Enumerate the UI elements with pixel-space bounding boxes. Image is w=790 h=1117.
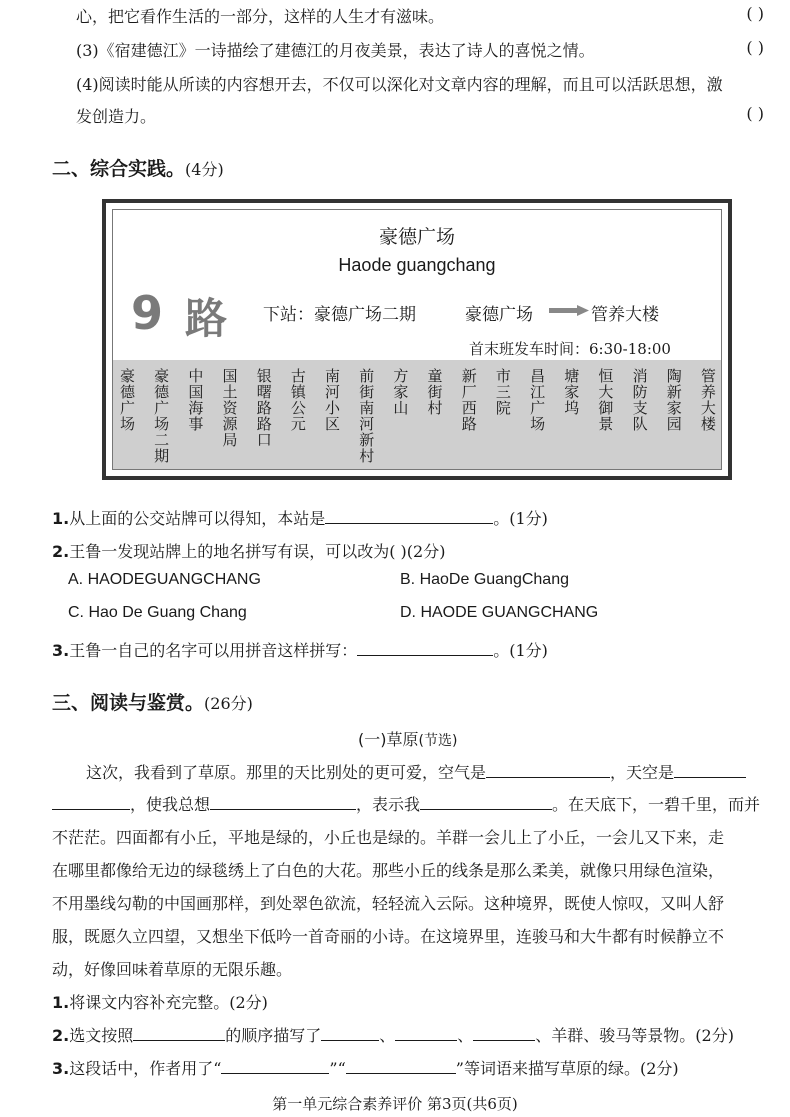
- judgment-line-1: 心，把它看作生活的一部分，这样的人生才有滋味。: [76, 7, 445, 26]
- answer-paren-3[interactable]: ( ): [746, 38, 764, 57]
- question-text: ”“: [329, 1059, 346, 1078]
- passage-text: 。在天底下，一碧千里，而并: [552, 795, 761, 814]
- sign-stop-11: 新厂西路: [459, 368, 478, 432]
- question-text: 将课文内容补充完整。(2分): [69, 993, 268, 1012]
- section-2-points: (4分): [185, 160, 224, 179]
- option-d[interactable]: D. HAODE GUANGCHANG: [400, 604, 599, 621]
- sign-stop-18: 管养大楼: [698, 368, 717, 432]
- passage-text: ，表示我: [356, 795, 421, 814]
- answer-blank[interactable]: [325, 507, 493, 524]
- answer-blank[interactable]: [473, 1024, 535, 1041]
- answer-blank[interactable]: [221, 1057, 329, 1074]
- question-number: 1.: [52, 509, 70, 528]
- passage-line-1: [86, 760, 746, 783]
- question-number: 1.: [52, 993, 70, 1012]
- sign-service-hours: 首末班发车时间：6:30-18:00: [469, 340, 671, 358]
- question-text: 王鲁一发现站牌上的地名拼写有误，可以改为( )(2分): [69, 542, 446, 561]
- question-text: ”等词语来描写草原的绿。(2分): [455, 1059, 679, 1078]
- passage-line-5: 不用墨线勾勒的中国画那样，到处翠色欲流，轻轻流入云际。这种境界，既使人惊叹，又叫人舒: [52, 894, 725, 913]
- passage-line-6: 服，既愿久立四望，又想坐下低吟一首奇丽的小诗。在这境界里，连骏马和大牛都有时候静立不: [52, 927, 725, 946]
- option-a[interactable]: A. HAODEGUANGCHANG: [68, 571, 261, 588]
- passage-title: (一)草原: [358, 730, 419, 749]
- question-points: 。(1分): [493, 641, 548, 660]
- section-2-question-3: [52, 638, 548, 661]
- sign-route-number: 9: [131, 286, 168, 340]
- sign-stop-12: 市三院: [493, 368, 512, 416]
- sign-stop-4: 国土资源局: [220, 368, 239, 448]
- sign-stop-1: 豪德广场: [118, 368, 136, 432]
- judgment-item-4-line-a: (4)阅读时能从所读的内容想开去，不仅可以深化对文章内容的理解，而且可以活跃思想，激: [76, 75, 723, 94]
- answer-blank[interactable]: [420, 793, 552, 810]
- question-text: 的顺序描写了: [225, 1026, 322, 1045]
- section-3-points: (26分): [204, 694, 253, 713]
- answer-blank[interactable]: [52, 793, 130, 810]
- section-3-question-2: [52, 1023, 734, 1046]
- sign-stop-16: 消防支队: [630, 368, 649, 432]
- passage-line-2: [52, 792, 760, 815]
- passage-note: (节选): [418, 733, 458, 749]
- sign-inner-frame: [112, 209, 722, 470]
- sign-next-stop: 下站：豪德广场二期: [263, 305, 416, 325]
- option-c[interactable]: C. Hao De Guang Chang: [68, 604, 247, 621]
- question-text: 、: [457, 1026, 474, 1045]
- question-text: 王鲁一自己的名字可以用拼音这样拼写：: [69, 641, 358, 660]
- sign-stop-8: 前街南河新村: [357, 368, 376, 464]
- sign-stop-5: 银曙路路口: [254, 368, 273, 448]
- passage-text: ，使我总想: [130, 795, 211, 814]
- answer-paren-4[interactable]: ( ): [746, 104, 764, 123]
- section-3-heading: [52, 688, 253, 715]
- sign-stop-list: [113, 360, 721, 469]
- passage-text: ，天空是: [610, 763, 675, 782]
- sign-stop-15: 恒大御景: [596, 368, 615, 432]
- section-2-question-2: [52, 539, 445, 562]
- sign-stop-14: 塘家坞: [562, 368, 581, 416]
- sign-stop-3: 中国海事: [186, 368, 205, 432]
- section-2-heading: [52, 154, 224, 181]
- sign-stop-10: 童街村: [425, 368, 444, 416]
- sign-direction-from: 豪德广场: [465, 305, 533, 325]
- section-2-title: 二、综合实践。: [52, 158, 186, 180]
- question-text: 、: [379, 1026, 396, 1045]
- section-3-question-3: [52, 1056, 679, 1079]
- section-3-title: 三、阅读与鉴赏。: [52, 692, 205, 714]
- answer-blank[interactable]: [346, 1057, 456, 1074]
- sign-stop-2: 豪德广场二期: [152, 368, 171, 464]
- question-points: 。(1分): [493, 509, 548, 528]
- judgment-item-3: (3)《宿建德江》一诗描绘了建德江的月夜美景，表达了诗人的喜悦之情。: [76, 41, 595, 60]
- question-text: 选文按照: [69, 1026, 134, 1045]
- page-footer: 第一单元综合素养评价 第3页(共6页): [272, 1095, 518, 1113]
- question-text: 、羊群、骏马等景物。(2分): [535, 1026, 734, 1045]
- question-text: 这段话中，作者用了“: [69, 1059, 222, 1078]
- passage-title-wrap: [358, 727, 457, 750]
- sign-stop-name: 豪德广场: [378, 226, 455, 248]
- section-3-question-1: [52, 990, 268, 1013]
- answer-blank[interactable]: [486, 761, 610, 778]
- answer-blank[interactable]: [321, 1024, 379, 1041]
- passage-line-4: 在哪里都像给无边的绿毯绣上了白色的大花。那些小丘的线条是那么柔美，就像只用绿色渲染，: [52, 861, 725, 880]
- sign-stop-7: 南河小区: [323, 368, 342, 432]
- question-number: 3.: [52, 1059, 70, 1078]
- question-number: 3.: [52, 641, 70, 660]
- direction-arrow-icon: [549, 305, 589, 317]
- section-2-question-1: [52, 506, 548, 529]
- sign-stop-13: 昌江广场: [528, 368, 547, 432]
- sign-direction-to: 管养大楼: [591, 305, 659, 325]
- sign-stop-17: 陶新家园: [664, 368, 683, 432]
- question-number: 2.: [52, 1026, 70, 1045]
- answer-blank[interactable]: [674, 761, 746, 778]
- passage-text: 这次，我看到了草原。那里的天比别处的更可爱，空气是: [86, 763, 487, 782]
- sign-stop-6: 古镇公元: [288, 368, 307, 432]
- bus-stop-sign: [102, 199, 732, 480]
- question-text: 从上面的公交站牌可以得知，本站是: [69, 509, 326, 528]
- answer-blank[interactable]: [133, 1024, 225, 1041]
- option-b[interactable]: B. HaoDe GuangChang: [400, 571, 569, 588]
- answer-paren-1[interactable]: ( ): [746, 4, 764, 23]
- answer-blank[interactable]: [395, 1024, 457, 1041]
- sign-stop-9: 方家山: [391, 368, 410, 416]
- question-number: 2.: [52, 542, 70, 561]
- judgment-item-4-line-b: 发创造力。: [76, 107, 157, 126]
- sign-stop-pinyin: Haode guangchang: [338, 255, 496, 275]
- answer-blank[interactable]: [357, 639, 493, 656]
- passage-line-3: 不茫茫。四面都有小丘，平地是绿的，小丘也是绿的。羊群一会儿上了小丘，一会儿又下来，走: [52, 828, 725, 847]
- answer-blank[interactable]: [210, 793, 356, 810]
- sign-route-unit: 路: [185, 294, 228, 343]
- passage-line-7: 动，好像回味着草原的无限乐趣。: [52, 960, 293, 979]
